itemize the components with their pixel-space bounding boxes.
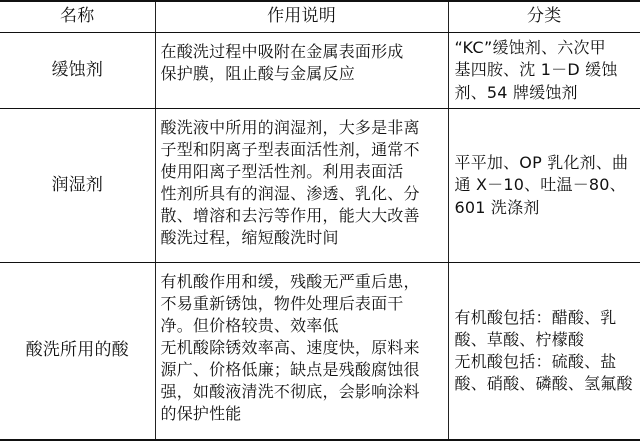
category-line: 有机酸包括：醋酸、乳 [454, 307, 617, 327]
category-line: 601 洗涤剂 [454, 197, 540, 217]
table-row [0, 109, 640, 263]
category-line: 基四胺、沈 1－D 缓蚀 [454, 60, 618, 80]
header-name: 名称 [0, 1, 155, 33]
category-line: 通 X－10、吐温－80、 [454, 175, 626, 195]
usage-line: 使用阳离子型活性剂。利用表面活 [160, 162, 404, 182]
category-line: 平平加、OP 乳化剂、曲 [454, 153, 629, 173]
table-row [0, 33, 640, 109]
usage-line: 酸洗液中所用的润湿剂，大多是非离 [160, 118, 420, 137]
usage-line: 净。但价格较贵、效率低 [160, 316, 339, 336]
table-body [0, 33, 640, 440]
usage-line: 有机酸作用和缓，残酸无严重后患， [160, 272, 420, 291]
usage-line: 源广、价格低廉；缺点是残酸腐蚀很 [160, 360, 420, 380]
row-usage-cell [155, 109, 448, 263]
category-line: 剂、54 牌缓蚀剂 [454, 82, 578, 102]
row-name-cell: 酸洗所用的酸 [0, 263, 155, 440]
usage-line: 强，如酸液清洗不彻底，会影响涂料 [160, 382, 420, 402]
category-line: “KC”缓蚀剂、六次甲 [454, 38, 606, 58]
usage-line: 不易重新锈蚀，物件处理后表面干 [160, 294, 404, 314]
row-usage-cell [155, 263, 448, 440]
category-line: 酸、硝酸、磷酸、氢氟酸 [454, 373, 633, 393]
usage-line: 散、增溶和去污等作用，能大大改善 [160, 206, 420, 226]
row-name-cell: 缓蚀剂 [0, 33, 155, 109]
usage-line: 性剂所具有的润湿、渗透、乳化、分 [160, 184, 420, 204]
row-category-cell [448, 263, 640, 440]
category-line: 无机酸包括：硫酸、盐 [454, 351, 617, 371]
usage-line: 酸洗过程，缩短酸洗时间 [160, 228, 339, 248]
usage-line: 子型和阴离子型表面活性剂，通常不 [160, 140, 420, 160]
header-usage: 作用说明 [155, 1, 448, 33]
row-name-cell: 润湿剂 [0, 109, 155, 263]
usage-line: 无机酸除锈效率高、速度快，原料来 [160, 338, 420, 358]
row-category-cell [448, 33, 640, 109]
usage-line: 保护膜，阻止酸与金属反应 [160, 64, 355, 84]
table-row [0, 263, 640, 440]
usage-line: 的保护性能 [160, 404, 242, 424]
table-header [0, 1, 640, 33]
row-category-cell [448, 109, 640, 263]
category-line: 酸、草酸、柠檬酸 [454, 329, 585, 349]
header-row [0, 1, 640, 33]
header-category: 分类 [448, 1, 640, 33]
usage-line: 在酸洗过程中吸附在金属表面形成 [160, 42, 404, 61]
row-usage-cell [155, 33, 448, 109]
